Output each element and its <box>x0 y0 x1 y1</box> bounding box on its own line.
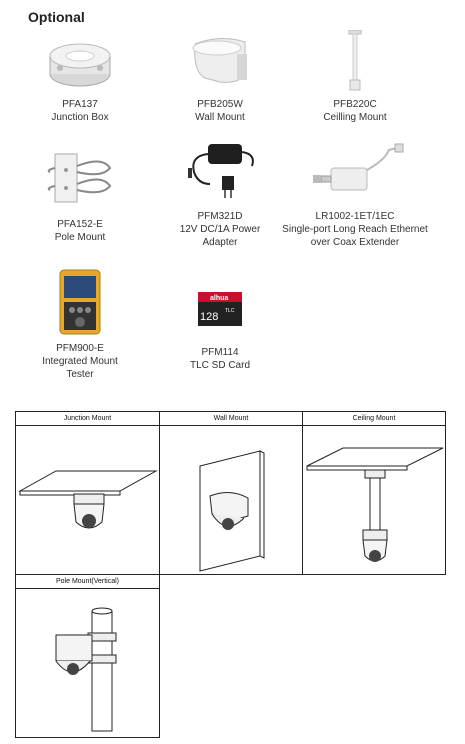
product-name: TLC SD Card <box>189 360 250 371</box>
product-pfm900-e <box>5 268 155 381</box>
sd-capacity: 128 <box>200 311 219 323</box>
product-code: PFM321D <box>197 211 243 222</box>
product-name: Single-port Long Reach Ethernet over Coax Extender <box>282 224 428 248</box>
product-lr1002 <box>280 140 430 249</box>
product-name: Pole Mount <box>54 232 106 243</box>
cell-label: Pole Mount(Vertical) <box>16 575 159 589</box>
junction-mount-diagram <box>16 426 159 574</box>
sd-brand: alhua <box>210 295 229 302</box>
product-name: Wall Mount <box>195 112 245 123</box>
product-pfb220c <box>280 30 430 124</box>
product-code: PFA137 <box>62 99 98 110</box>
product-name: Ceilling Mount <box>323 112 387 123</box>
product-code: LR1002-1ET/1EC <box>315 211 395 222</box>
section-title: Optional <box>28 9 85 25</box>
power-adapter-icon <box>180 140 260 204</box>
product-code: PFM114 <box>201 347 239 358</box>
cell-label: Junction Mount <box>16 412 159 426</box>
pole-mount-diagram <box>16 589 159 737</box>
wall-mount-icon <box>175 34 265 92</box>
product-code: PFB220C <box>333 99 377 110</box>
sd-card-icon <box>196 290 244 328</box>
product-name: 12V DC/1A Power Adapter <box>179 224 261 248</box>
product-code: PFA152-E <box>57 219 103 230</box>
extender-icon <box>305 140 405 204</box>
product-code: PFB205W <box>197 99 243 110</box>
sd-type: TLC <box>225 308 235 314</box>
ceiling-mount-cell <box>302 411 446 575</box>
junction-mount-cell <box>15 411 160 575</box>
ceiling-mount-icon <box>340 30 370 92</box>
pole-mount-icon <box>40 150 120 206</box>
junction-box-icon <box>40 34 120 92</box>
wall-mount-diagram <box>160 426 302 574</box>
cell-label: Wall Mount <box>160 412 302 426</box>
product-pfm321d <box>145 140 295 249</box>
pole-mount-cell <box>15 574 160 738</box>
cell-label: Ceiling Mount <box>303 412 445 426</box>
product-pfa137 <box>5 34 155 124</box>
product-pfm114 <box>145 290 295 372</box>
tester-icon <box>50 268 110 336</box>
product-name: Junction Box <box>51 112 109 123</box>
product-code: PFM900-E <box>56 343 104 354</box>
product-name: Integrated Mount Tester <box>42 356 118 380</box>
product-pfb205w <box>145 34 295 124</box>
product-pfa152-e <box>5 150 155 244</box>
wall-mount-cell <box>159 411 303 575</box>
ceiling-mount-diagram <box>303 426 445 574</box>
